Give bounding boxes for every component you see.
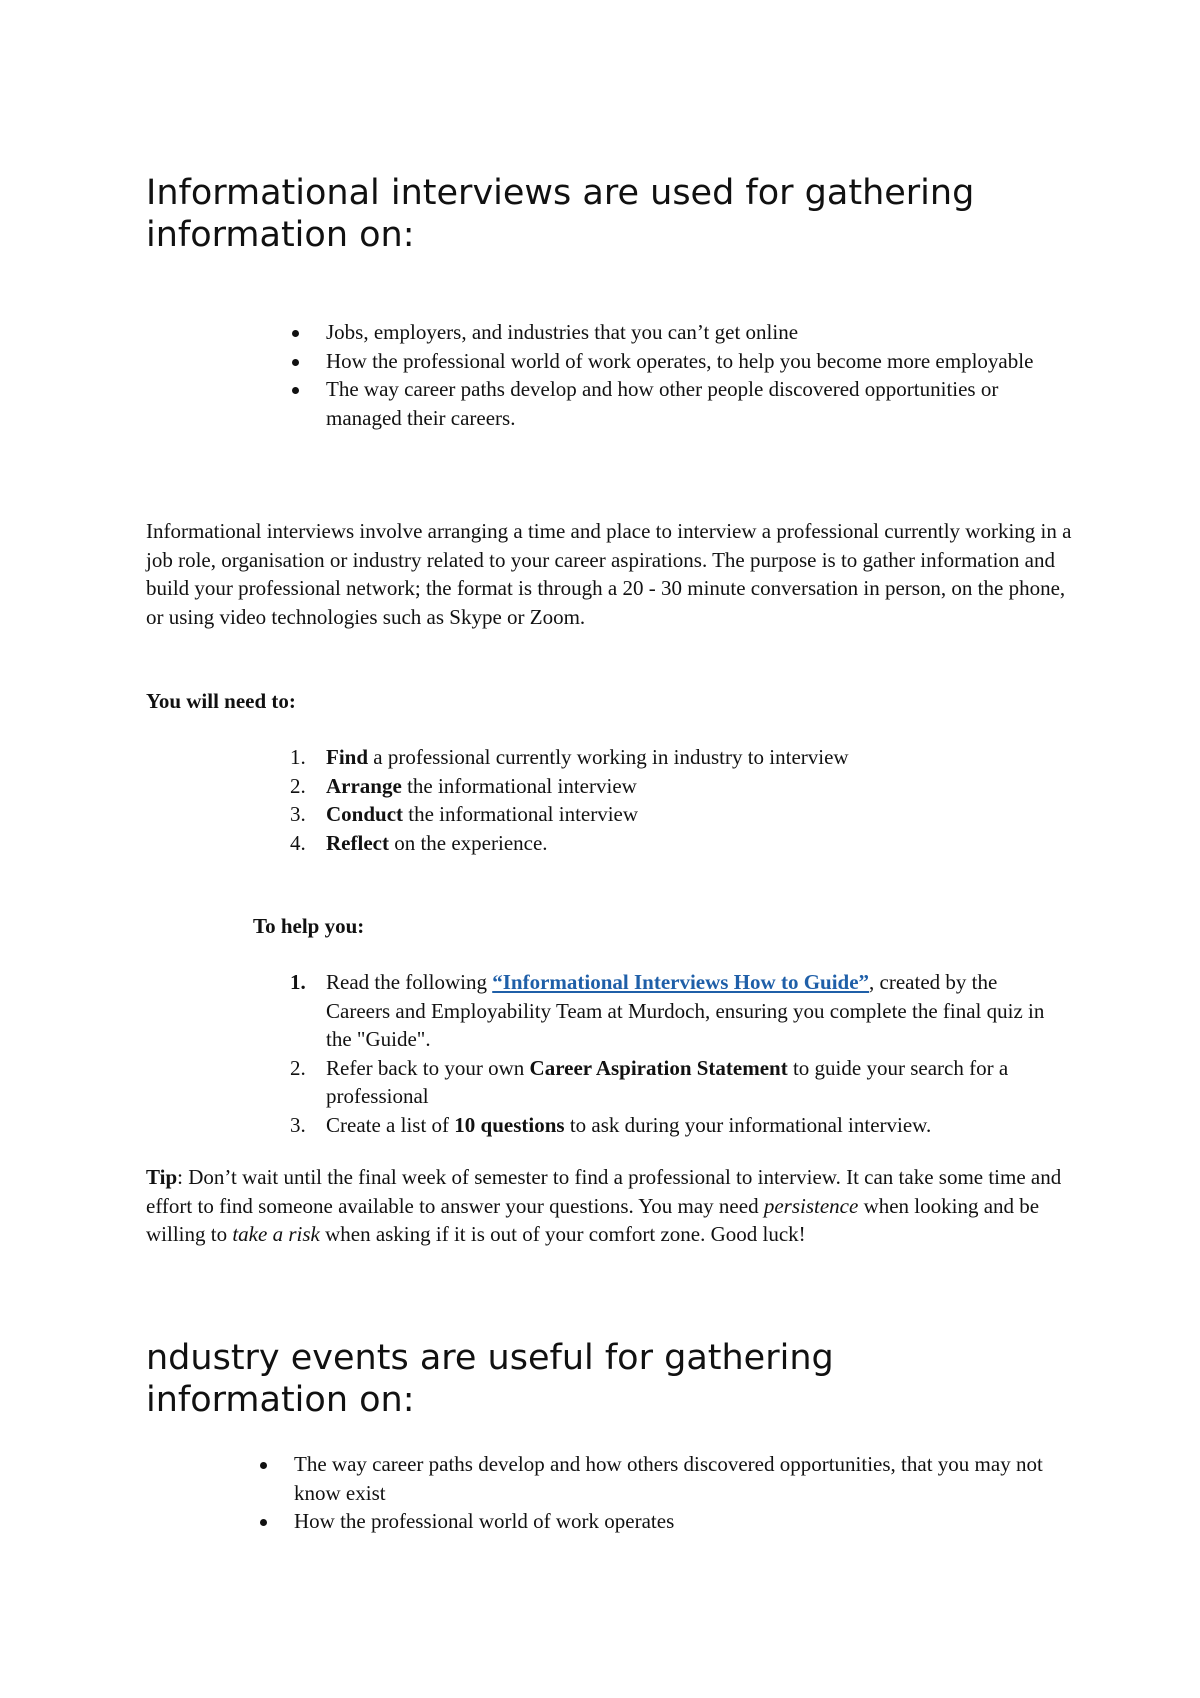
list-item: Jobs, employers, and industries that you can’t get online (326, 318, 1046, 347)
list-item: 1. Find a professional currently working in industry to interview (326, 743, 1046, 772)
bullet-icon (292, 330, 299, 337)
need-section-label: You will need to: (146, 689, 296, 713)
tip-paragraph: Tip: Don’t wait until the final week of semester to find a professional to interview. It can take some time and effort to find someone available to answer your questions. You may need persistence when looking and be willing to take a risk when asking if it is out of your comfort zone. Good luck! (146, 1165, 1062, 1246)
list-item: 3. Conduct the informational interview (326, 800, 1046, 829)
list-item: The way career paths develop and how others discovered opportunities, that you may not know exist (294, 1450, 1044, 1507)
need-steps-list (290, 743, 1046, 857)
list-item: 3. Create a list of 10 questions to ask during your informational interview. (326, 1111, 1046, 1140)
emphasis-text: persistence (763, 1193, 859, 1218)
section2-heading: ndustry events are useful for gathering information on: (146, 1338, 834, 1420)
bullet-icon (260, 1519, 267, 1526)
list-item: How the professional world of work operates (294, 1507, 1044, 1536)
list-item: 4. Reflect on the experience. (326, 829, 1046, 858)
help-list (290, 968, 1046, 1139)
help-section-label: To help you: (253, 914, 365, 938)
step-number: 2. (290, 773, 306, 798)
step-keyword: Find (326, 745, 369, 769)
intro-paragraph: Informational interviews involve arranging a time and place to interview a professional currently working in a job role, organisation or industry related to your career aspirations. The purpose is to gather information and build your professional network; the format is through a 20 - 30 minute conversation in person, on the phone, or using video technologies such as Skype or Zoom. (146, 519, 1072, 629)
step-keyword: Reflect (326, 830, 389, 855)
list-item: 2. Arrange the informational interview (326, 772, 1046, 801)
list-item: How the professional world of work operates, to help you become more employable (326, 347, 1046, 376)
section1-heading: Informational interviews are used for gathering information on: (146, 173, 975, 255)
bullet-icon (292, 387, 299, 394)
bullet-icon (292, 359, 299, 366)
how-to-guide-link[interactable]: “Informational Interviews How to Guide” (492, 970, 870, 994)
section2-bullet-list (294, 1450, 1044, 1536)
list-item: 1. Read the following “Informational Interviews How to Guide”, created by the Careers and Employability Team at Murdoch, ensuring you complete the final quiz in the "Guide". (290, 970, 1045, 1051)
step-number: 3. (290, 802, 306, 826)
list-item: The way career paths develop and how other people discovered opportunities or managed their careers. (326, 375, 1046, 432)
step-keyword: Arrange (326, 773, 402, 798)
step-number: 1. (290, 970, 306, 994)
emphasis-text: Career Aspiration Statement (529, 1055, 788, 1080)
section1-bullet-list (326, 318, 1046, 432)
step-number: 1. (290, 745, 306, 769)
step-keyword: Conduct (326, 802, 404, 826)
bullet-icon (260, 1462, 267, 1469)
list-item: 2. Refer back to your own Career Aspiration Statement to guide your search for a professional (290, 1055, 1009, 1108)
step-number: 4. (290, 830, 306, 855)
emphasis-text: take a risk (232, 1222, 320, 1246)
step-number: 2. (290, 1055, 306, 1080)
tip-label: Tip (146, 1165, 178, 1189)
emphasis-text: 10 questions (454, 1112, 565, 1137)
step-number: 3. (290, 1112, 306, 1137)
